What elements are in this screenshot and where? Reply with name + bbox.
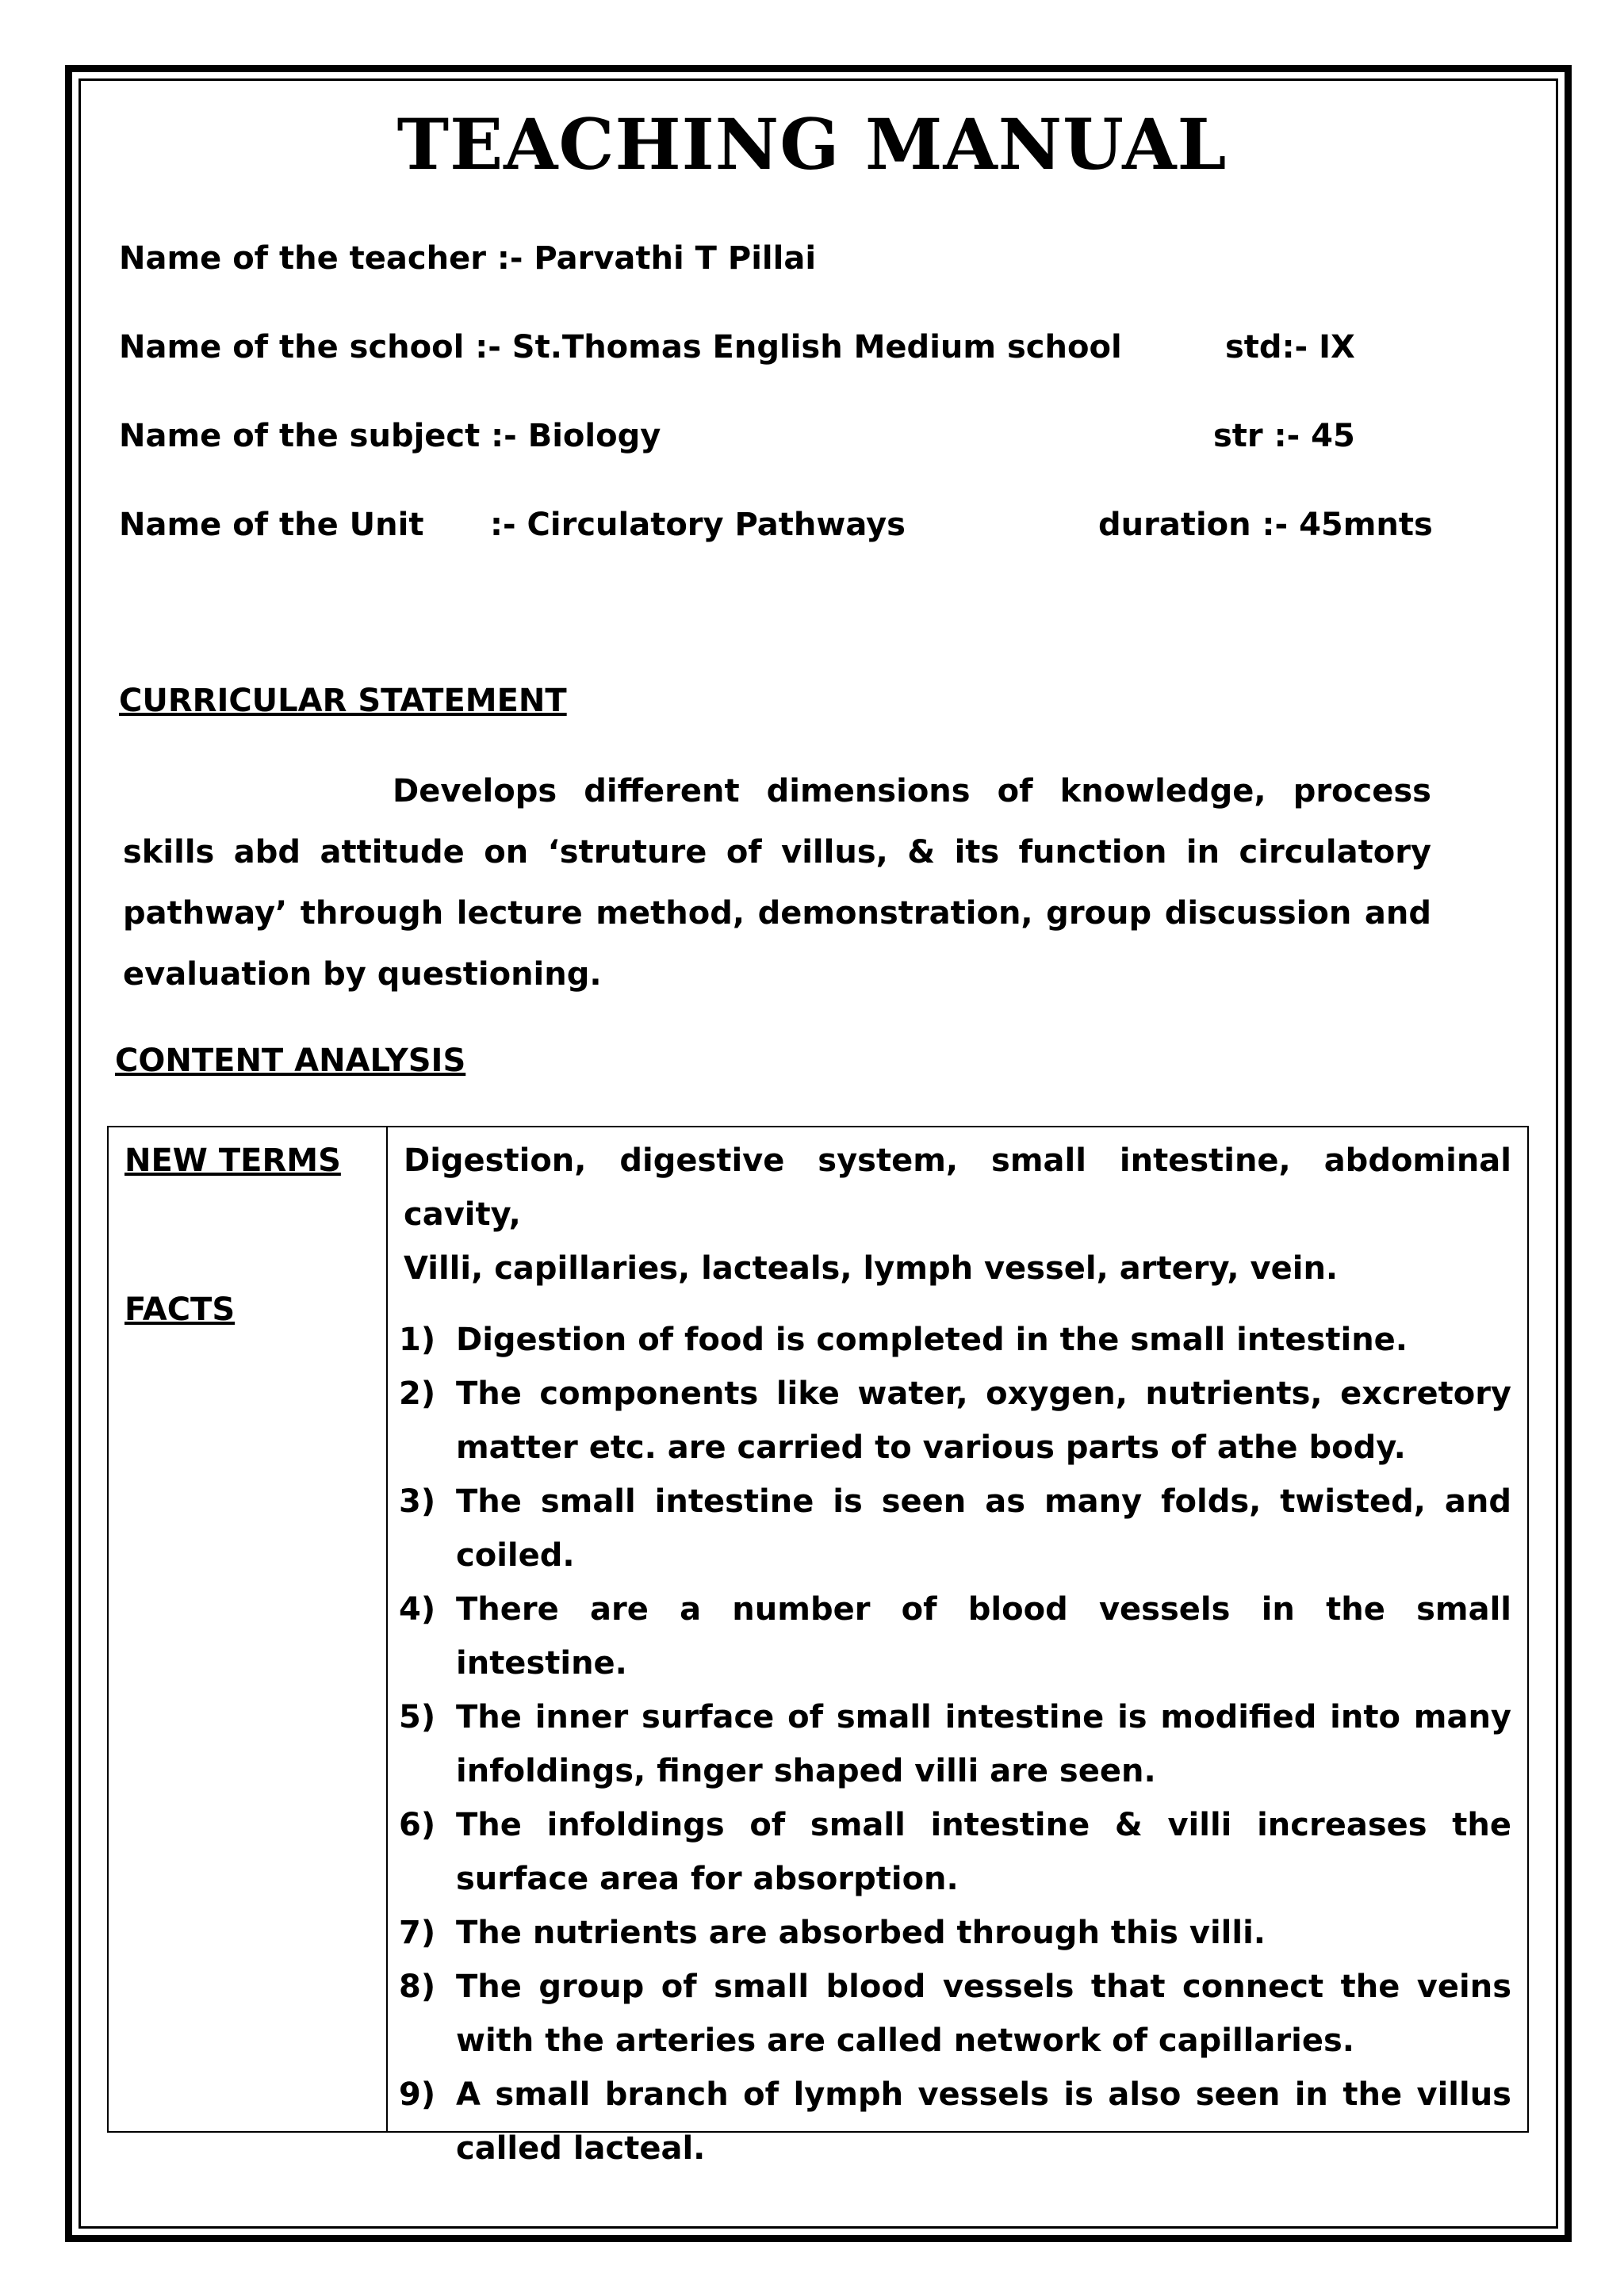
new-terms-label: NEW TERMS: [124, 1142, 341, 1179]
curricular-heading: CURRICULAR STATEMENT: [119, 683, 567, 719]
list-item: [399, 1475, 1511, 1582]
fact-number: 2): [399, 1376, 436, 1412]
fact-text: The group of small blood vessels that connect the veins with the arteries are called network of capillaries.: [456, 1969, 1511, 2059]
content-analysis-table: [107, 1126, 1529, 2167]
teacher-name: Name of the teacher :- Parvathi T Pillai: [119, 240, 817, 277]
fact-number: 6): [399, 1807, 436, 1843]
facts-list: [399, 1313, 1511, 2175]
duration: duration :- 45mnts: [1098, 507, 1433, 543]
list-item: [399, 2068, 1511, 2175]
facts-label: FACTS: [124, 1292, 236, 1328]
fact-text: A small branch of lymph vessels is also seen in the villus called lacteal.: [456, 2076, 1511, 2167]
list-item: [399, 1367, 1511, 1475]
list-item: [399, 1690, 1511, 1798]
fact-text: The nutrients are absorbed through this villi.: [456, 1915, 1266, 1951]
new-terms-line: cavity,: [404, 1196, 521, 1233]
fact-text: The infoldings of small intestine & villi increases the surface area for absorption.: [456, 1807, 1511, 1897]
curricular-statement: Develops different dimensions of knowledge, process skills abd attitude on ‘struture of villus, & its function in circulatory pathway’ through lecture method, demonstration, group discussion and evaluation by questioning.: [123, 773, 1431, 993]
list-item: [399, 1798, 1511, 1906]
class-strength: str :- 45: [1213, 418, 1355, 454]
fact-number: 1): [399, 1322, 436, 1358]
fact-number: 4): [399, 1591, 436, 1628]
list-item: [399, 1906, 1511, 1960]
fact-number: 5): [399, 1699, 436, 1735]
fact-text: The inner surface of small intestine is modified into many infoldings, finger shaped villi are seen.: [456, 1699, 1511, 1789]
fact-number: 3): [399, 1483, 436, 1520]
unit-name: :- Circulatory Pathways: [490, 507, 906, 543]
list-item: [399, 1582, 1511, 1690]
fact-text: Digestion of food is completed in the small intestine.: [456, 1322, 1408, 1358]
content-analysis-heading: CONTENT ANALYSIS: [115, 1043, 466, 1079]
unit-label: Name of the Unit: [119, 507, 424, 543]
fact-text: There are a number of blood vessels in the small intestine.: [456, 1591, 1511, 1682]
list-item: [399, 1960, 1511, 2068]
new-terms-line: Villi, capillaries, lacteals, lymph vessel, artery, vein.: [404, 1250, 1339, 1287]
school-name: Name of the school :- St.Thomas English Medium school: [119, 329, 1122, 365]
fact-number: 7): [399, 1915, 436, 1951]
fact-number: 8): [399, 1969, 436, 2005]
fact-text: The components like water, oxygen, nutrients, excretory matter etc. are carried to various parts of athe body.: [456, 1376, 1511, 1466]
page-title: TEACHING MANUAL: [396, 103, 1228, 186]
standard: std:- IX: [1225, 329, 1355, 365]
table-column-divider: [386, 1127, 388, 2131]
list-item: [399, 1313, 1511, 1367]
fact-number: 9): [399, 2076, 436, 2113]
subject-name: Name of the subject :- Biology: [119, 418, 661, 454]
content-column: [399, 1134, 1511, 2175]
new-terms-line: Digestion, digestive system, small intestine, abdominal: [404, 1142, 1511, 1179]
fact-text: The small intestine is seen as many folds, twisted, and coiled.: [456, 1483, 1511, 1574]
